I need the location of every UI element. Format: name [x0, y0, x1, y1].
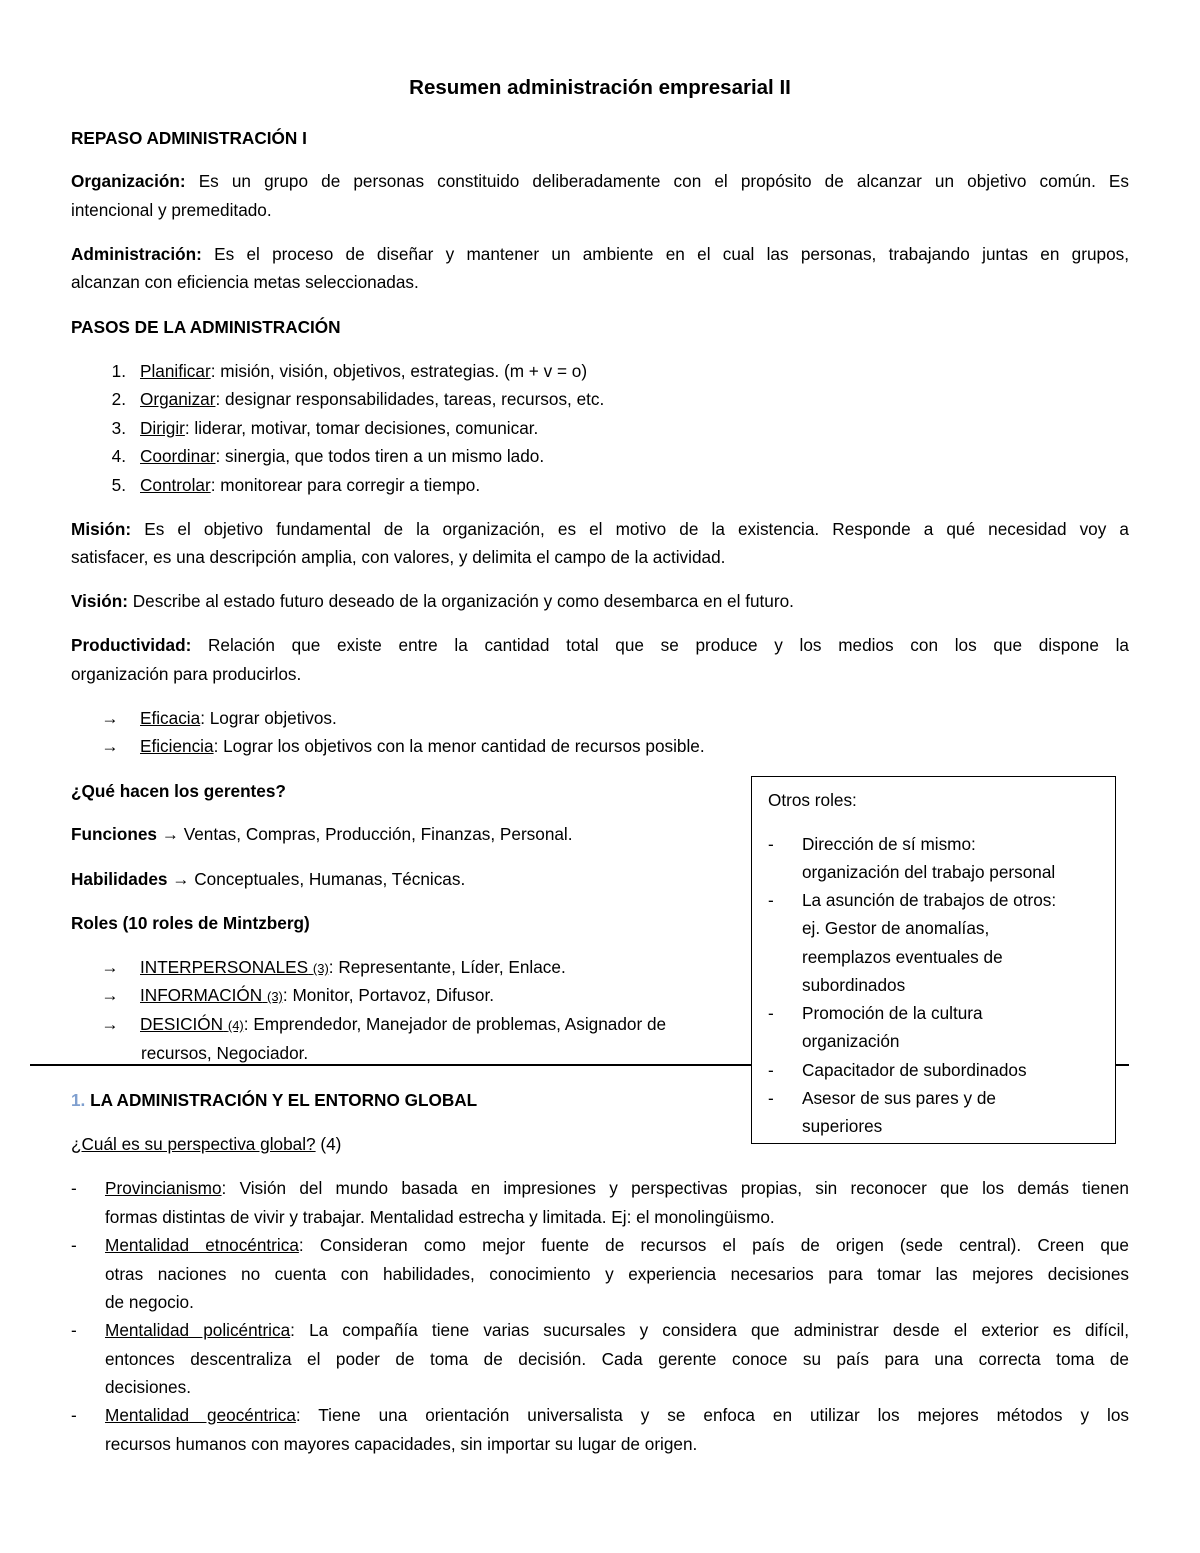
administracion-line-2: alcanzan con eficiencia metas seleccionadas.	[71, 272, 419, 292]
repaso-heading: REPASO ADMINISTRACIÓN I	[71, 128, 307, 148]
pasos-item	[0, 475, 480, 496]
roles-item	[0, 957, 566, 978]
pasos-item-term: Dirigir	[140, 418, 185, 438]
pasos-item-text: : liderar, motivar, tomar decisiones, comunicar.	[184, 418, 539, 438]
dash-icon: -	[768, 1088, 774, 1108]
arrow-icon: →	[167, 869, 195, 889]
otros-roles-item-continuation: superiores	[802, 1116, 883, 1136]
arrow-icon: →	[101, 957, 119, 977]
otros-roles-item-continuation: reemplazos eventuales de	[802, 947, 1003, 967]
dash-icon: -	[768, 1003, 774, 1023]
mentalidad-item-continuation: formas distintas de vivir y trabajar. Mentalidad estrecha y limitada. Ej: el monolingüismo.	[105, 1207, 775, 1227]
gerentes-heading: ¿Qué hacen los gerentes?	[71, 781, 286, 801]
otros-roles-item: La asunción de trabajos de otros:	[802, 890, 1057, 910]
pasos-item-term: Organizar	[140, 389, 216, 409]
pasos-item-text: : misión, visión, objetivos, estrategias. (m + v = o)	[210, 361, 588, 381]
otros-roles-item-continuation: organización del trabajo personal	[802, 862, 1056, 882]
roles-item-text: : Emprendedor, Manejador de problemas, Asignador de	[243, 1014, 667, 1034]
roles-item-term: INTERPERSONALES (3)	[140, 957, 329, 977]
otros-roles-heading: Otros roles:	[768, 790, 857, 810]
administracion-term: Administración:	[71, 244, 202, 264]
section-1-heading	[71, 1090, 477, 1111]
pasos-heading: PASOS DE LA ADMINISTRACIÓN	[71, 317, 341, 337]
pasos-item-term: Controlar	[140, 475, 211, 495]
arrow-icon: →	[101, 736, 119, 756]
mentalidad-item-continuation: recursos humanos con mayores capacidades, sin importar su lugar de origen.	[105, 1434, 698, 1454]
roles-heading: Roles (10 roles de Mintzberg)	[71, 913, 310, 933]
otros-roles-item-continuation: ej. Gestor de anomalías,	[802, 918, 990, 938]
arrow-icon: →	[156, 824, 184, 844]
mentalidad-item: - Mentalidad geocéntrica: Tiene una orientación universalista y se enfoca en utilizar los mejores métodos y los	[71, 1405, 1129, 1425]
otros-roles-item: Asesor de sus pares y de	[802, 1088, 996, 1108]
vision-term: Visión:	[71, 591, 128, 611]
mision-text: Es el objetivo fundamental de la organización, es el motivo de la existencia. Responde a qué necesidad voy a	[131, 519, 1129, 539]
otros-roles-item-continuation: organización	[802, 1031, 900, 1051]
productividad-item	[0, 708, 337, 729]
otros-roles-item: Capacitador de subordinados	[802, 1060, 1027, 1080]
mentalidad-item: - Mentalidad etnocéntrica: Consideran como mejor fuente de recursos el país de origen (sede central). Creen que	[71, 1235, 1129, 1255]
pasos-item-number: 4.	[111, 446, 126, 466]
pasos-item-number: 2.	[111, 389, 126, 409]
otros-roles-item: Dirección de sí mismo:	[802, 834, 976, 854]
productividad-item-text: : Lograr los objetivos con la menor cantidad de recursos posible.	[213, 736, 705, 756]
funciones-line	[71, 824, 573, 845]
vision-text: Describe al estado futuro deseado de la organización y como desembarca en el futuro.	[127, 591, 794, 611]
productividad-item-term: Eficacia	[140, 708, 201, 728]
organizacion-term: Organización:	[71, 171, 186, 191]
otros-roles-item: Promoción de la cultura	[802, 1003, 983, 1023]
organizacion-line-1	[71, 171, 1129, 192]
mentalidad-item: - Mentalidad policéntrica: La compañía tiene varias sucursales y considera que administrar desde el exterior es difícil,	[71, 1320, 1129, 1340]
mentalidad-item-continuation: decisiones.	[105, 1377, 191, 1397]
roles-item	[0, 1014, 666, 1035]
pasos-item	[0, 418, 538, 439]
roles-item-term: DESICIÓN (4)	[140, 1014, 244, 1034]
pasos-item-text: : monitorear para corregir a tiempo.	[210, 475, 481, 495]
habilidades-line	[71, 869, 465, 890]
arrow-icon: →	[101, 1014, 119, 1034]
roles-item-continuation: recursos, Negociador.	[141, 1043, 309, 1063]
productividad-text: Relación que existe entre la cantidad total que se produce y los medios con los que dispone la	[191, 635, 1129, 655]
roles-item	[0, 985, 494, 1006]
document-title: Resumen administración empresarial II	[409, 76, 791, 99]
mentalidad-item: - Provincianismo: Visión del mundo basada en impresiones y perspectivas propias, sin reconocer que los demás tienen	[71, 1178, 1129, 1198]
pasos-item	[0, 389, 604, 410]
productividad-line-1	[71, 635, 1129, 656]
mentalidad-item-continuation: otras naciones no cuenta con habilidades, conocimiento y experiencia necesarios para tomar las mejores decisiones	[105, 1264, 1129, 1284]
productividad-term: Productividad:	[71, 635, 192, 655]
habilidades-text: Conceptuales, Humanas, Técnicas.	[194, 869, 466, 889]
pasos-item-number: 1.	[111, 361, 126, 381]
funciones-text: Ventas, Compras, Producción, Finanzas, Personal.	[183, 824, 573, 844]
arrow-icon: →	[101, 985, 119, 1005]
productividad-item	[0, 736, 705, 757]
pasos-item-number: 3.	[111, 418, 126, 438]
roles-item-term: INFORMACIÓN (3)	[140, 985, 283, 1005]
organizacion-line-2: intencional y premeditado.	[71, 200, 272, 220]
administracion-text: Es el proceso de diseñar y mantener un ambiente en el cual las personas, trabajando juntas en grupos,	[201, 244, 1129, 264]
productividad-item-text: : Lograr objetivos.	[200, 708, 337, 728]
pasos-item	[0, 361, 587, 382]
pasos-item-number: 5.	[111, 475, 126, 495]
perspectiva-question: ¿Cuál es su perspectiva global? (4)	[71, 1134, 342, 1154]
mentalidad-item-continuation: entonces descentraliza el poder de toma de decisión. Cada gerente conoce su país para una correcta toma de	[105, 1349, 1129, 1369]
mision-term: Misión:	[71, 519, 132, 539]
organizacion-text: Es un grupo de personas constituido deliberadamente con el propósito de alcanzar un objetivo común. Es	[185, 171, 1129, 191]
administracion-line-1	[71, 244, 1129, 265]
dash-icon: -	[71, 1405, 77, 1425]
mentalidad-item-continuation: de negocio.	[105, 1292, 194, 1312]
otros-roles-box	[751, 776, 1116, 1144]
dash-icon: -	[71, 1235, 77, 1255]
mision-line-2: satisfacer, es una descripción amplia, con valores, y delimita el campo de la actividad.	[71, 547, 726, 567]
section-1-title: LA ADMINISTRACIÓN Y EL ENTORNO GLOBAL	[85, 1090, 478, 1110]
pasos-item	[0, 446, 544, 467]
mision-line-1	[71, 519, 1129, 540]
dash-icon: -	[71, 1178, 77, 1198]
dash-icon: -	[71, 1320, 77, 1340]
pasos-item-text: : sinergia, que todos tiren a un mismo lado.	[215, 446, 545, 466]
productividad-line-2: organización para producirlos.	[71, 664, 302, 684]
pasos-item-text: : designar responsabilidades, tareas, recursos, etc.	[215, 389, 605, 409]
section-1-number: 1.	[71, 1090, 86, 1110]
roles-item-text: : Monitor, Portavoz, Difusor.	[282, 985, 494, 1005]
vision-line-1	[71, 591, 794, 612]
pasos-item-term: Coordinar	[140, 446, 216, 466]
otros-roles-item-continuation: subordinados	[802, 975, 906, 995]
dash-icon: -	[768, 890, 774, 910]
habilidades-term: Habilidades	[71, 869, 168, 889]
roles-item-text: : Representante, Líder, Enlace.	[328, 957, 566, 977]
funciones-term: Funciones	[71, 824, 157, 844]
arrow-icon: →	[101, 708, 119, 728]
productividad-item-term: Eficiencia	[140, 736, 214, 756]
dash-icon: -	[768, 1060, 774, 1080]
dash-icon: -	[768, 834, 774, 854]
pasos-item-term: Planificar	[140, 361, 211, 381]
